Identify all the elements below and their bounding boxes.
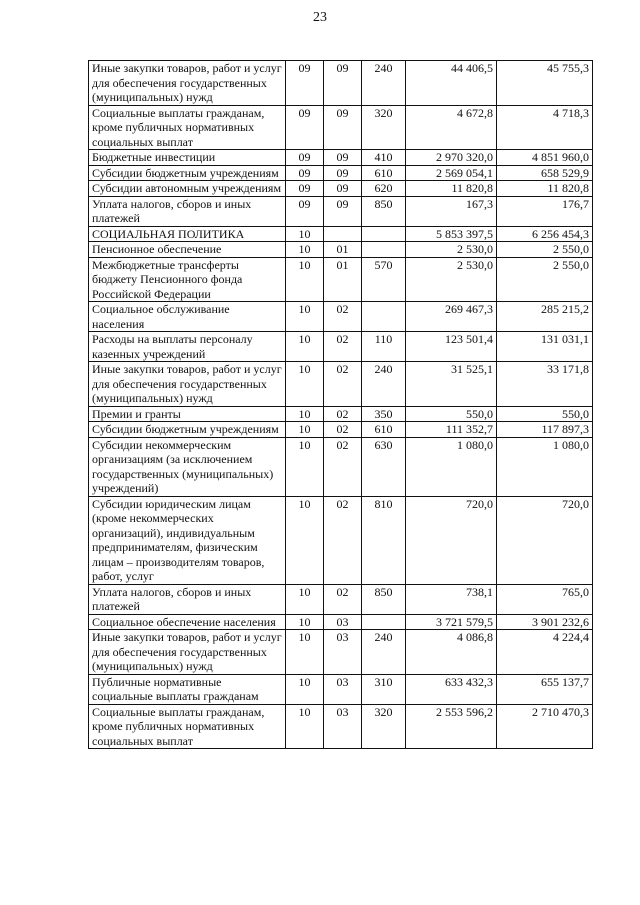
subsection-code-cell: 02: [324, 302, 362, 332]
section-code-cell: 10: [286, 226, 324, 242]
subsection-code-cell: 09: [324, 150, 362, 166]
amount-year1-cell: 44 406,5: [406, 61, 497, 106]
section-code-cell: 10: [286, 332, 324, 362]
amount-year1-cell: 2 553 596,2: [406, 704, 497, 749]
amount-year1-cell: 720,0: [406, 496, 497, 584]
expense-type-code-cell: 240: [362, 362, 406, 407]
subsection-code-cell: 02: [324, 332, 362, 362]
amount-year2-cell: 6 256 454,3: [497, 226, 593, 242]
amount-year2-cell: 176,7: [497, 196, 593, 226]
section-code-cell: 09: [286, 105, 324, 150]
expense-type-code-cell: 320: [362, 105, 406, 150]
amount-year1-cell: 123 501,4: [406, 332, 497, 362]
table-row: [89, 332, 593, 362]
amount-year2-cell: 45 755,3: [497, 61, 593, 106]
amount-year2-cell: 2 550,0: [497, 242, 593, 258]
item-name-cell: Пенсионное обеспечение: [89, 242, 286, 258]
amount-year2-cell: 550,0: [497, 406, 593, 422]
item-name-cell: Социальные выплаты гражданам, кроме публичных нормативных социальных выплат: [89, 704, 286, 749]
table-row: [89, 105, 593, 150]
section-code-cell: 10: [286, 630, 324, 675]
table-row: [89, 496, 593, 584]
subsection-code-cell: 03: [324, 704, 362, 749]
subsection-code-cell: 03: [324, 614, 362, 630]
expense-type-code-cell: 350: [362, 406, 406, 422]
table-row: [89, 257, 593, 302]
subsection-code-cell: 09: [324, 196, 362, 226]
amount-year1-cell: 1 080,0: [406, 437, 497, 496]
section-code-cell: 09: [286, 181, 324, 197]
subsection-code-cell: 02: [324, 406, 362, 422]
subsection-code-cell: 02: [324, 422, 362, 438]
amount-year2-cell: 1 080,0: [497, 437, 593, 496]
amount-year2-cell: 4 718,3: [497, 105, 593, 150]
item-name-cell: Уплата налогов, сборов и иных платежей: [89, 196, 286, 226]
expense-type-code-cell: 610: [362, 165, 406, 181]
subsection-code-cell: [324, 226, 362, 242]
amount-year2-cell: 4 851 960,0: [497, 150, 593, 166]
amount-year2-cell: 2 710 470,3: [497, 704, 593, 749]
table-row: [89, 302, 593, 332]
item-name-cell: Межбюджетные трансферты бюджету Пенсионного фонда Российской Федерации: [89, 257, 286, 302]
subsection-code-cell: 02: [324, 437, 362, 496]
subsection-code-cell: 02: [324, 584, 362, 614]
section-code-cell: 10: [286, 674, 324, 704]
amount-year2-cell: 11 820,8: [497, 181, 593, 197]
item-name-cell: Иные закупки товаров, работ и услуг для обеспечения государственных (муниципальных) нужд: [89, 362, 286, 407]
table-row: [89, 226, 593, 242]
item-name-cell: Субсидии бюджетным учреждениям: [89, 165, 286, 181]
item-name-cell: СОЦИАЛЬНАЯ ПОЛИТИКА: [89, 226, 286, 242]
item-name-cell: Субсидии бюджетным учреждениям: [89, 422, 286, 438]
budget-table-body: [89, 61, 593, 749]
table-row: [89, 61, 593, 106]
item-name-cell: Субсидии некоммерческим организациям (за исключением государственных (муниципальных) учреждений): [89, 437, 286, 496]
amount-year1-cell: 2 970 320,0: [406, 150, 497, 166]
amount-year1-cell: 11 820,8: [406, 181, 497, 197]
item-name-cell: Расходы на выплаты персоналу казенных учреждений: [89, 332, 286, 362]
amount-year2-cell: 4 224,4: [497, 630, 593, 675]
amount-year1-cell: 4 672,8: [406, 105, 497, 150]
table-row: [89, 406, 593, 422]
expense-type-code-cell: [362, 302, 406, 332]
subsection-code-cell: 09: [324, 181, 362, 197]
subsection-code-cell: 03: [324, 630, 362, 675]
expense-type-code-cell: 110: [362, 332, 406, 362]
item-name-cell: Социальное обслуживание населения: [89, 302, 286, 332]
expense-type-code-cell: 630: [362, 437, 406, 496]
expense-type-code-cell: 620: [362, 181, 406, 197]
subsection-code-cell: 02: [324, 496, 362, 584]
table-row: [89, 437, 593, 496]
amount-year1-cell: 738,1: [406, 584, 497, 614]
amount-year2-cell: 765,0: [497, 584, 593, 614]
item-name-cell: Иные закупки товаров, работ и услуг для обеспечения государственных (муниципальных) нужд: [89, 630, 286, 675]
section-code-cell: 10: [286, 422, 324, 438]
expense-type-code-cell: 810: [362, 496, 406, 584]
expense-type-code-cell: 610: [362, 422, 406, 438]
expense-type-code-cell: 320: [362, 704, 406, 749]
section-code-cell: 09: [286, 196, 324, 226]
table-row: [89, 674, 593, 704]
item-name-cell: Иные закупки товаров, работ и услуг для обеспечения государственных (муниципальных) нужд: [89, 61, 286, 106]
amount-year1-cell: 2 530,0: [406, 242, 497, 258]
amount-year2-cell: 3 901 232,6: [497, 614, 593, 630]
amount-year2-cell: 131 031,1: [497, 332, 593, 362]
section-code-cell: 09: [286, 150, 324, 166]
amount-year1-cell: 2 569 054,1: [406, 165, 497, 181]
item-name-cell: Бюджетные инвестиции: [89, 150, 286, 166]
budget-table: [88, 60, 593, 749]
expense-type-code-cell: 240: [362, 630, 406, 675]
table-row: [89, 422, 593, 438]
table-row: [89, 362, 593, 407]
amount-year2-cell: 117 897,3: [497, 422, 593, 438]
amount-year1-cell: 31 525,1: [406, 362, 497, 407]
amount-year1-cell: 3 721 579,5: [406, 614, 497, 630]
amount-year2-cell: 33 171,8: [497, 362, 593, 407]
section-code-cell: 10: [286, 257, 324, 302]
section-code-cell: 10: [286, 704, 324, 749]
expense-type-code-cell: [362, 226, 406, 242]
page-number: 23: [313, 10, 327, 25]
table-row: [89, 150, 593, 166]
expense-type-code-cell: 850: [362, 584, 406, 614]
amount-year1-cell: 633 432,3: [406, 674, 497, 704]
subsection-code-cell: 09: [324, 61, 362, 106]
item-name-cell: Уплата налогов, сборов и иных платежей: [89, 584, 286, 614]
expense-type-code-cell: [362, 614, 406, 630]
amount-year2-cell: 2 550,0: [497, 257, 593, 302]
section-code-cell: 10: [286, 614, 324, 630]
amount-year1-cell: 111 352,7: [406, 422, 497, 438]
table-row: [89, 704, 593, 749]
expense-type-code-cell: 410: [362, 150, 406, 166]
expense-type-code-cell: 310: [362, 674, 406, 704]
table-row: [89, 181, 593, 197]
item-name-cell: Премии и гранты: [89, 406, 286, 422]
table-row: [89, 614, 593, 630]
amount-year2-cell: 658 529,9: [497, 165, 593, 181]
expense-type-code-cell: 570: [362, 257, 406, 302]
section-code-cell: 10: [286, 406, 324, 422]
amount-year1-cell: 167,3: [406, 196, 497, 226]
amount-year1-cell: 2 530,0: [406, 257, 497, 302]
subsection-code-cell: 03: [324, 674, 362, 704]
section-code-cell: 10: [286, 302, 324, 332]
table-row: [89, 196, 593, 226]
subsection-code-cell: 01: [324, 242, 362, 258]
section-code-cell: 10: [286, 584, 324, 614]
item-name-cell: Публичные нормативные социальные выплаты гражданам: [89, 674, 286, 704]
item-name-cell: Субсидии автономным учреждениям: [89, 181, 286, 197]
section-code-cell: 09: [286, 61, 324, 106]
subsection-code-cell: 09: [324, 105, 362, 150]
expense-type-code-cell: 240: [362, 61, 406, 106]
subsection-code-cell: 01: [324, 257, 362, 302]
amount-year2-cell: 655 137,7: [497, 674, 593, 704]
subsection-code-cell: 02: [324, 362, 362, 407]
section-code-cell: 09: [286, 165, 324, 181]
subsection-code-cell: 09: [324, 165, 362, 181]
section-code-cell: 10: [286, 362, 324, 407]
amount-year1-cell: 5 853 397,5: [406, 226, 497, 242]
expense-type-code-cell: [362, 242, 406, 258]
section-code-cell: 10: [286, 437, 324, 496]
item-name-cell: Субсидии юридическим лицам (кроме некоммерческих организаций), индивидуальным предпринимателям, физическим лицам – производителям товаров, работ, услуг: [89, 496, 286, 584]
item-name-cell: Социальные выплаты гражданам, кроме публичных нормативных социальных выплат: [89, 105, 286, 150]
amount-year1-cell: 269 467,3: [406, 302, 497, 332]
table-row: [89, 630, 593, 675]
table-row: [89, 242, 593, 258]
amount-year1-cell: 550,0: [406, 406, 497, 422]
amount-year2-cell: 720,0: [497, 496, 593, 584]
table-row: [89, 584, 593, 614]
amount-year2-cell: 285 215,2: [497, 302, 593, 332]
expense-type-code-cell: 850: [362, 196, 406, 226]
section-code-cell: 10: [286, 242, 324, 258]
table-row: [89, 165, 593, 181]
item-name-cell: Социальное обеспечение населения: [89, 614, 286, 630]
section-code-cell: 10: [286, 496, 324, 584]
amount-year1-cell: 4 086,8: [406, 630, 497, 675]
